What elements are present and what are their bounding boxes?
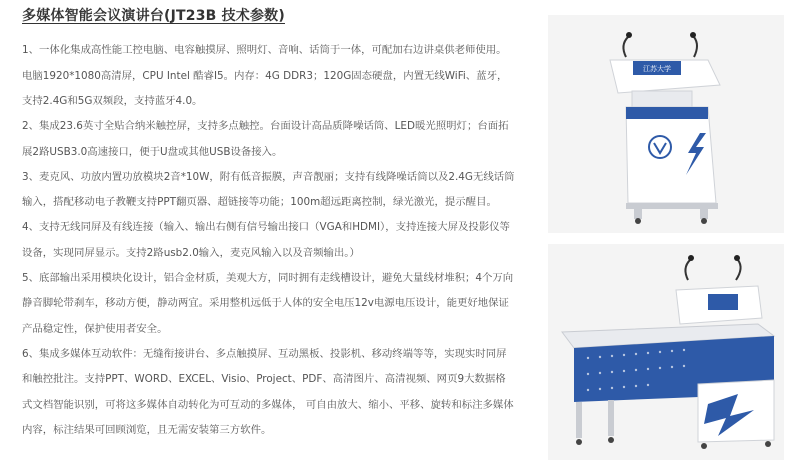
spec-item-5: 5、底部输出采用模块化设计，铝合金材质，美观大方，同时拥有走线槽设计，避免大量线材堆积；4个万向静音脚轮带刹车，移动方便，静动两宜。采用整机远低于人体的安全电压12v电源电压设计，能更好地保证产品稳定性，保护使用者安全。: [22, 271, 514, 335]
podium-desk-illustration: [548, 244, 784, 460]
spec-item-6: 6、集成多媒体互动软件：无缝衔接讲台、多点触摸屏、互动黑板、投影机、移动终端等等，实现实时同屏和触控批注。支持PPT、WORD、EXCEL、Visio、Project、PDF、高清图片、高清视频、网页9大数据格式文档智能识别，可将这多媒体自动转化为可互动的多媒体， 可自由放大、缩小、平移、旋转和标注多媒体内容，标注结果可回顾浏览，且无需安装第三方软件。: [22, 347, 514, 436]
podium-front-photo: [548, 15, 784, 233]
spec-list: [22, 38, 515, 444]
spec-item-4: 4、支持无线同屏及有线连接（输入、输出右侧有信号输出接口（VGA和HDMI），支持连接大屏及投影仪等设备，实现同屏显示。支持2路usb2.0输入，麦克风输入以及音频输出。）: [22, 221, 510, 259]
spec-item-3: 3、麦克风、功放内置功放模块2音*10W，附有低音振膜，声音靓丽；支持有线降噪话筒以及2.4G无线话筒输入，搭配移动电子教鞭支持PPT翻页器、超链接等功能；100m超远距离控制，绿光激光，提示醒目。: [22, 170, 515, 208]
spec-item-2: 2、集成23.6英寸全贴合纳米触控屏，支持多点触控。台面设计高品质降噪话筒、LED暖光照明灯；台面拓展2路USB3.0高速接口，便于U盘或其他USB设备接入。: [22, 120, 509, 158]
spec-item-1: 1、一体化集成高性能工控电脑、电容触摸屏、照明灯、音响、话筒于一体，可配加右边讲桌供老师使用。电脑1920*1080高清屏，CPU Intel 酷睿I5。内存：4G DDR3；120G固态硬盘，内置无线WiFi、蓝牙，支持2.4G和5G双频段，支持蓝牙4.0。: [22, 44, 508, 107]
podium-desk-photo: [548, 244, 784, 460]
svg-text:江苏大学: 江苏大学: [643, 65, 671, 73]
podium-illustration: [548, 15, 784, 233]
page-title: 多媒体智能会议演讲台(JT23B 技术参数): [22, 8, 285, 24]
